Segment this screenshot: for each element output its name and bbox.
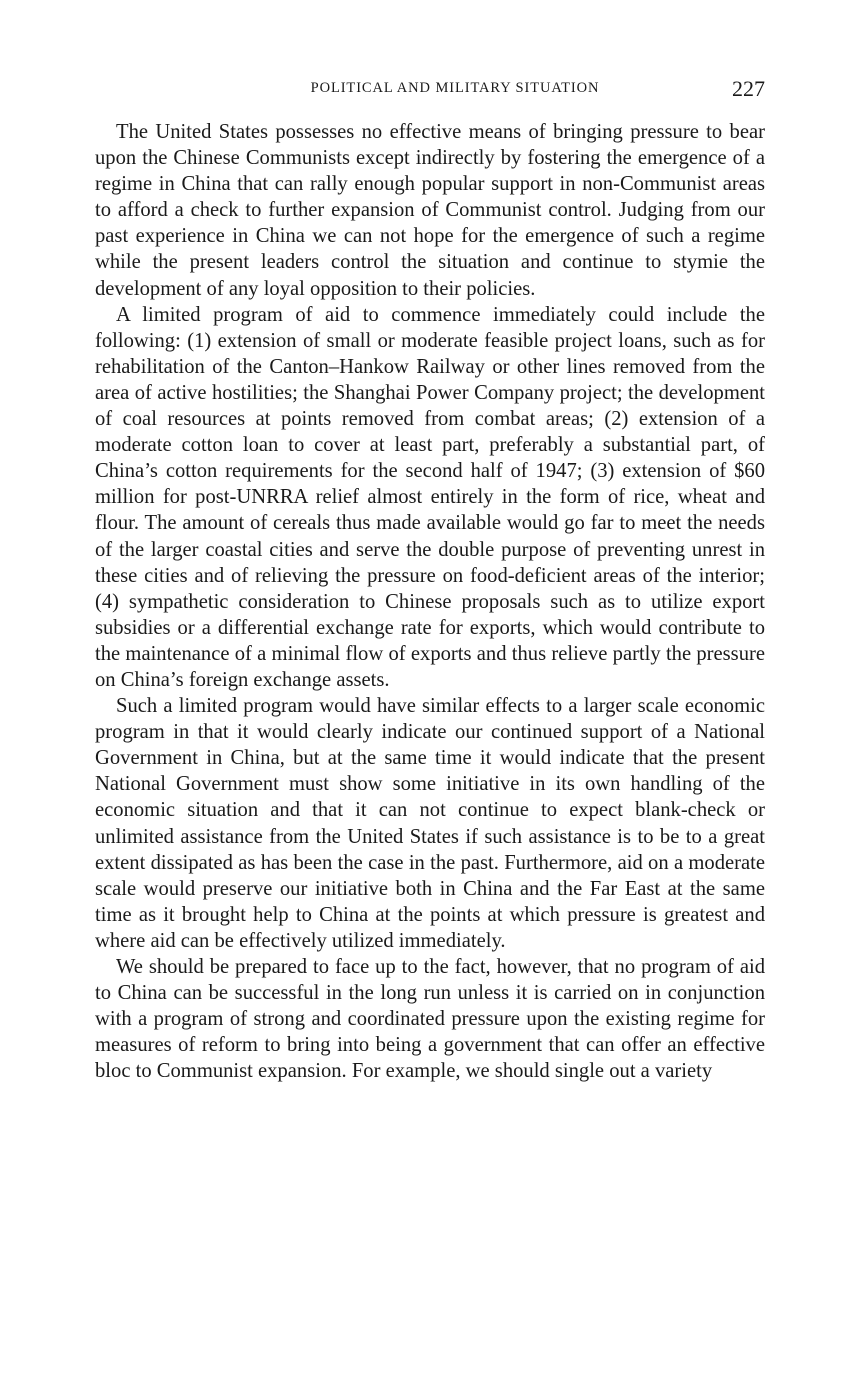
running-title: POLITICAL AND MILITARY SITUATION [310,80,600,96]
running-head [95,76,765,104]
paragraph-2: A limited program of aid to commence immediately could include the following: (1) extension of small or moderate feasible project loans, such as for rehabilitation of the Canton–Hankow Railway or other lines removed from the area of active hostilities; the Shanghai Power Company project; the development of coal resources at points removed from combat areas; (2) extension of a moderate cotton loan to cover at least part, preferably a substantial part, of China’s cotton requirements for the second half of 1947; (3) extension of $60 million for post-UNRRA relief almost entirely in the form of rice, wheat and flour. The amount of cereals thus made available would go far to meet the needs of the larger coastal cities and serve the double purpose of preventing unrest in these cities and of relieving the pressure on food-deficient areas of the interior; (4) sympathetic consideration to Chinese proposals such as to utilize export subsidies or a differential exchange rate for exports, which would contribute to the maintenance of a minimal flow of exports and thus relieve partly the pressure on China’s foreign exchange assets. [95,303,765,691]
page-number: 227 [732,76,765,101]
paragraph-1: The United States possesses no effective means of bringing pressure to bear upon the Chinese Communists except indirectly by fostering the emergence of a regime in China that can rally enough popular support in non-Communist areas to afford a check to further expansion of Communist control. Judging from our past experience in China we can not hope for the emergence of such a regime while the present leaders control the situation and continue to stymie the development of any loyal opposition to their policies. [95,121,765,300]
body-text [95,119,765,1084]
paragraph-4: We should be prepared to face up to the fact, however, that no program of aid to China can be successful in the long run unless it is carried on in conjunction with a program of strong and coordinated pressure upon the existing regime for measures of reform to bring into being a government that can offer an effective bloc to Communist expansion. For example, we should single out a variety [95,956,765,1083]
paragraph-3: Such a limited program would have similar effects to a larger scale economic program in that it would clearly indicate our continued support of a National Government in China, but at the same time it would indicate that the present National Government must show some initiative in its own handling of the economic situation and that it can not continue to expect blank-check or unlimited assistance from the United States if such assistance is to be to a great extent dissipated as has been the case in the past. Furthermore, aid on a moderate scale would preserve our initiative both in China and the Far East at the same time as it brought help to China at the points at which pressure is greatest and where aid can be effectively utilized immediately. [95,695,765,952]
